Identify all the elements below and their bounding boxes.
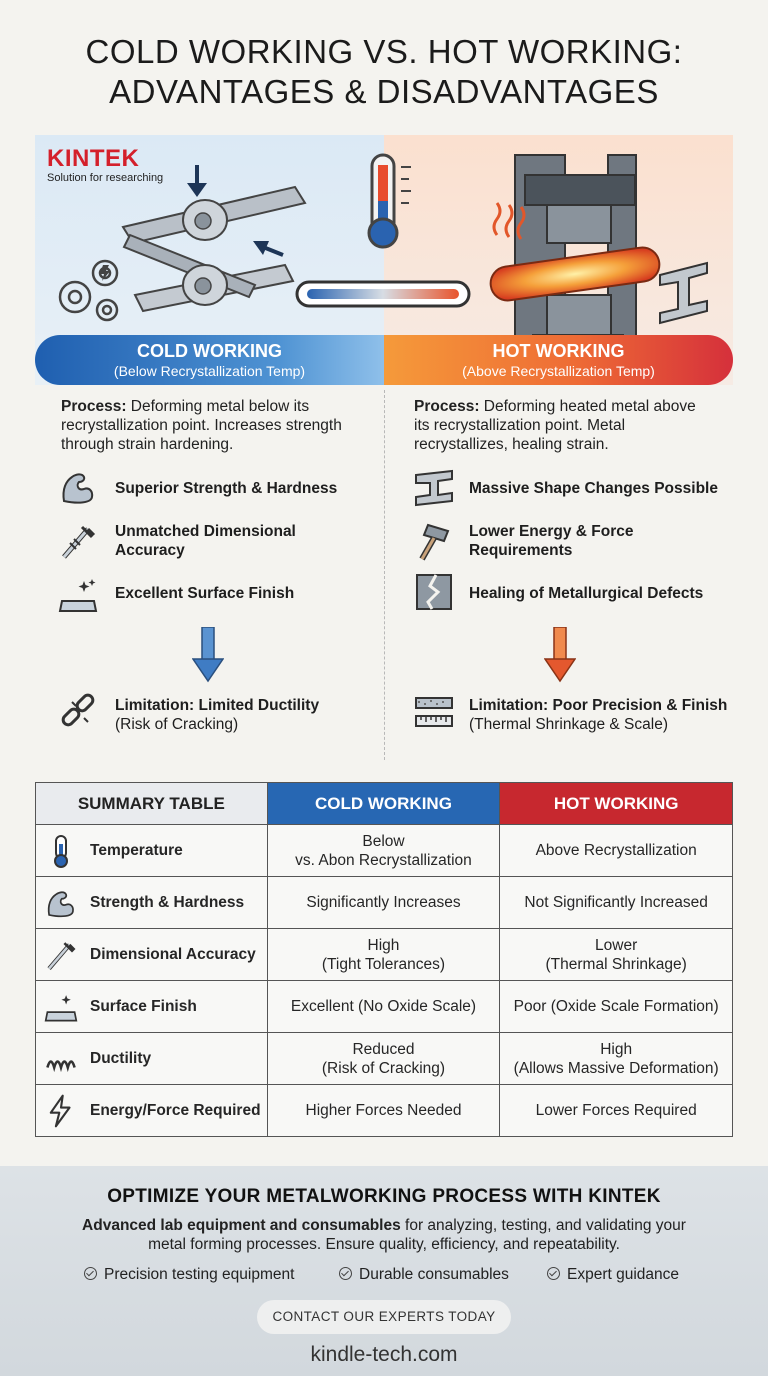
cell-line2: (Allows Massive Deformation) (513, 1059, 719, 1077)
thermometer-icon (44, 834, 78, 868)
title-line-1: COLD WORKING VS. HOT WORKING: (85, 33, 683, 70)
cold-cell (267, 981, 500, 1033)
bullet-text: Durable consumables (359, 1266, 509, 1283)
hot-process-label: Process: (414, 398, 480, 415)
header-summary: SUMMARY TABLE (36, 783, 268, 825)
cold-process-label: Process: (61, 398, 127, 415)
cold-cell (267, 929, 500, 981)
hot-feature-2-line1: Lower Energy & Force (469, 523, 634, 540)
hot-cell (500, 877, 733, 929)
cell-line1: High (367, 936, 400, 954)
cell-line1: High (600, 1040, 633, 1058)
bullet-text: Precision testing equipment (104, 1266, 295, 1283)
hot-limitation (469, 696, 727, 734)
row-label-text: Dimensional Accuracy (90, 945, 256, 963)
cell-line1: Below (362, 832, 405, 850)
contact-experts-button[interactable]: CONTACT OUR EXPERTS TODAY (257, 1300, 511, 1334)
cold-feature-2-line1: Unmatched Dimensional (115, 523, 296, 540)
summary-table (35, 782, 733, 1137)
row-label (36, 1033, 268, 1085)
caliper-icon (44, 938, 78, 972)
row-label-text: Energy/Force Required (90, 1101, 261, 1119)
flexed-arm-icon (44, 886, 78, 920)
cell-line1: Lower (595, 936, 638, 954)
shiny-surface-icon (58, 575, 98, 615)
table-row (36, 877, 733, 929)
i-beam-icon (414, 467, 454, 507)
row-label-text: Surface Finish (90, 997, 197, 1015)
cold-feature-3 (115, 584, 294, 603)
cold-process-line2: recrystallization point. Increases strength (61, 417, 342, 434)
footer-desc-line2: metal forming processes. Ensure quality, efficiency, and repeatability. (148, 1236, 620, 1253)
hot-process-line2: its recrystallization point. Metal (414, 417, 626, 434)
kintek-logo (47, 146, 163, 185)
hot-process-line1: Deforming heated metal above (479, 398, 696, 415)
cell-line1: Not Significantly Increased (524, 894, 708, 911)
bullet-item (339, 1266, 509, 1284)
caliper-icon (58, 521, 98, 561)
logo-brand: KINTEK (47, 145, 140, 172)
cold-feature-2-line2: Accuracy (115, 542, 185, 559)
cold-limitation-detail: (Risk of Cracking) (115, 716, 239, 733)
row-label (36, 981, 268, 1033)
shiny-surface-icon (44, 990, 78, 1024)
forging-press-icon (488, 155, 661, 365)
cracked-block-icon (414, 572, 454, 612)
cold-feature-1 (115, 479, 337, 498)
bullet-item (547, 1266, 679, 1284)
cold-limitation (115, 696, 319, 734)
flexed-arm-icon (58, 467, 98, 507)
hot-process-text (414, 397, 724, 454)
bullet-item (84, 1266, 294, 1284)
cold-feature-2 (115, 522, 296, 560)
cell-line1: Significantly Increases (306, 894, 461, 911)
hot-cell (500, 929, 733, 981)
cell-line1: Excellent (No Oxide Scale) (290, 998, 477, 1015)
row-label-text: Strength & Hardness (90, 893, 245, 911)
column-divider (384, 390, 385, 760)
hot-feature-2-line2: Requirements (469, 542, 573, 559)
cold-title: COLD WORKING (137, 341, 282, 361)
hot-feature-1 (469, 479, 718, 498)
table-row (36, 1033, 733, 1085)
hot-limitation-detail: (Thermal Shrinkage & Scale) (469, 716, 668, 733)
i-beam-icon (660, 263, 707, 323)
cold-working-banner (35, 335, 384, 385)
cold-limitation-title: Limitation: Limited Ductility (115, 697, 320, 714)
spring-icon (44, 1042, 78, 1076)
cold-cell (267, 1085, 500, 1137)
cold-feature-3-text: Excellent Surface Finish (115, 585, 295, 602)
check-circle-icon (547, 1267, 560, 1280)
hot-feature-3-text: Healing of Metallurgical Defects (469, 585, 704, 602)
hot-limitation-title: Limitation: Poor Precision & Finish (469, 697, 728, 714)
cold-down-arrow-icon (192, 627, 224, 683)
table-row (36, 981, 733, 1033)
header-cold: COLD WORKING (267, 783, 500, 825)
row-label (36, 825, 268, 877)
cold-cell (267, 825, 500, 877)
lightning-icon (44, 1094, 78, 1128)
cold-process-text (61, 397, 371, 454)
cell-line2: (Tight Tolerances) (321, 955, 446, 973)
hot-feature-3 (469, 584, 703, 603)
gears-icon (60, 261, 117, 320)
cell-line2: (Risk of Cracking) (321, 1059, 446, 1077)
hot-feature-1-text: Massive Shape Changes Possible (469, 480, 718, 497)
hot-subtitle: (Above Recrystallization Temp) (462, 363, 655, 379)
thermometer-icon (369, 155, 411, 247)
page-title (0, 32, 768, 112)
hot-title: HOT WORKING (492, 341, 625, 361)
cell-line1: Lower Forces Required (535, 1102, 697, 1119)
cold-subtitle: (Below Recrystallization Temp) (113, 363, 306, 379)
row-label-text: Ductility (90, 1049, 152, 1067)
hot-cell (500, 1033, 733, 1085)
hot-cell (500, 1085, 733, 1137)
hot-down-arrow-icon (544, 627, 576, 683)
row-label (36, 1085, 268, 1137)
hot-feature-2 (469, 522, 634, 560)
cold-process-line3: through strain hardening. (61, 436, 234, 453)
rolling-mill-icon (123, 165, 305, 311)
footer-desc-rest: for analyzing, testing, and validating your (400, 1217, 686, 1234)
hammer-icon (414, 521, 454, 561)
hot-working-banner (384, 335, 733, 385)
row-label (36, 877, 268, 929)
footer-description (60, 1216, 708, 1254)
check-circle-icon (339, 1267, 352, 1280)
row-label-text: Temperature (90, 841, 183, 859)
cell-line2: (Thermal Shrinkage) (545, 955, 687, 973)
cell-line1: Above Recrystallization (535, 842, 697, 859)
table-row (36, 825, 733, 877)
temperature-gauge (297, 282, 469, 306)
header-hot: HOT WORKING (500, 783, 733, 825)
broken-chain-icon (58, 692, 98, 732)
hot-cell (500, 981, 733, 1033)
website-url[interactable]: kindle-tech.com (310, 1343, 458, 1366)
bullet-text: Expert guidance (567, 1266, 680, 1283)
logo-tagline: Solution for researching (47, 172, 164, 184)
hot-process-line3: recrystallizes, healing strain. (414, 436, 609, 453)
cold-cell (267, 877, 500, 929)
footer-desc-bold: Advanced lab equipment and consumables (82, 1217, 401, 1234)
table-row (36, 1085, 733, 1137)
title-line-2: ADVANTAGES & DISADVANTAGES (109, 73, 659, 110)
cell-line1: Poor (Oxide Scale Formation) (513, 998, 719, 1015)
cell-line2: vs. Abon Recrystallization (295, 851, 472, 869)
cell-line1: Reduced (352, 1040, 415, 1058)
cold-cell (267, 1033, 500, 1085)
hot-cell (500, 825, 733, 877)
table-header-row (36, 783, 733, 825)
cold-process-line1: Deforming metal below its (126, 398, 310, 415)
table-row (36, 929, 733, 981)
check-circle-icon (84, 1267, 97, 1280)
cell-line1: Higher Forces Needed (305, 1102, 462, 1119)
footer-title: OPTIMIZE YOUR METALWORKING PROCESS WITH KINTEK (107, 1186, 661, 1207)
cold-feature-1-text: Superior Strength & Hardness (115, 480, 338, 497)
scaled-ruler-icon (414, 692, 454, 732)
row-label (36, 929, 268, 981)
